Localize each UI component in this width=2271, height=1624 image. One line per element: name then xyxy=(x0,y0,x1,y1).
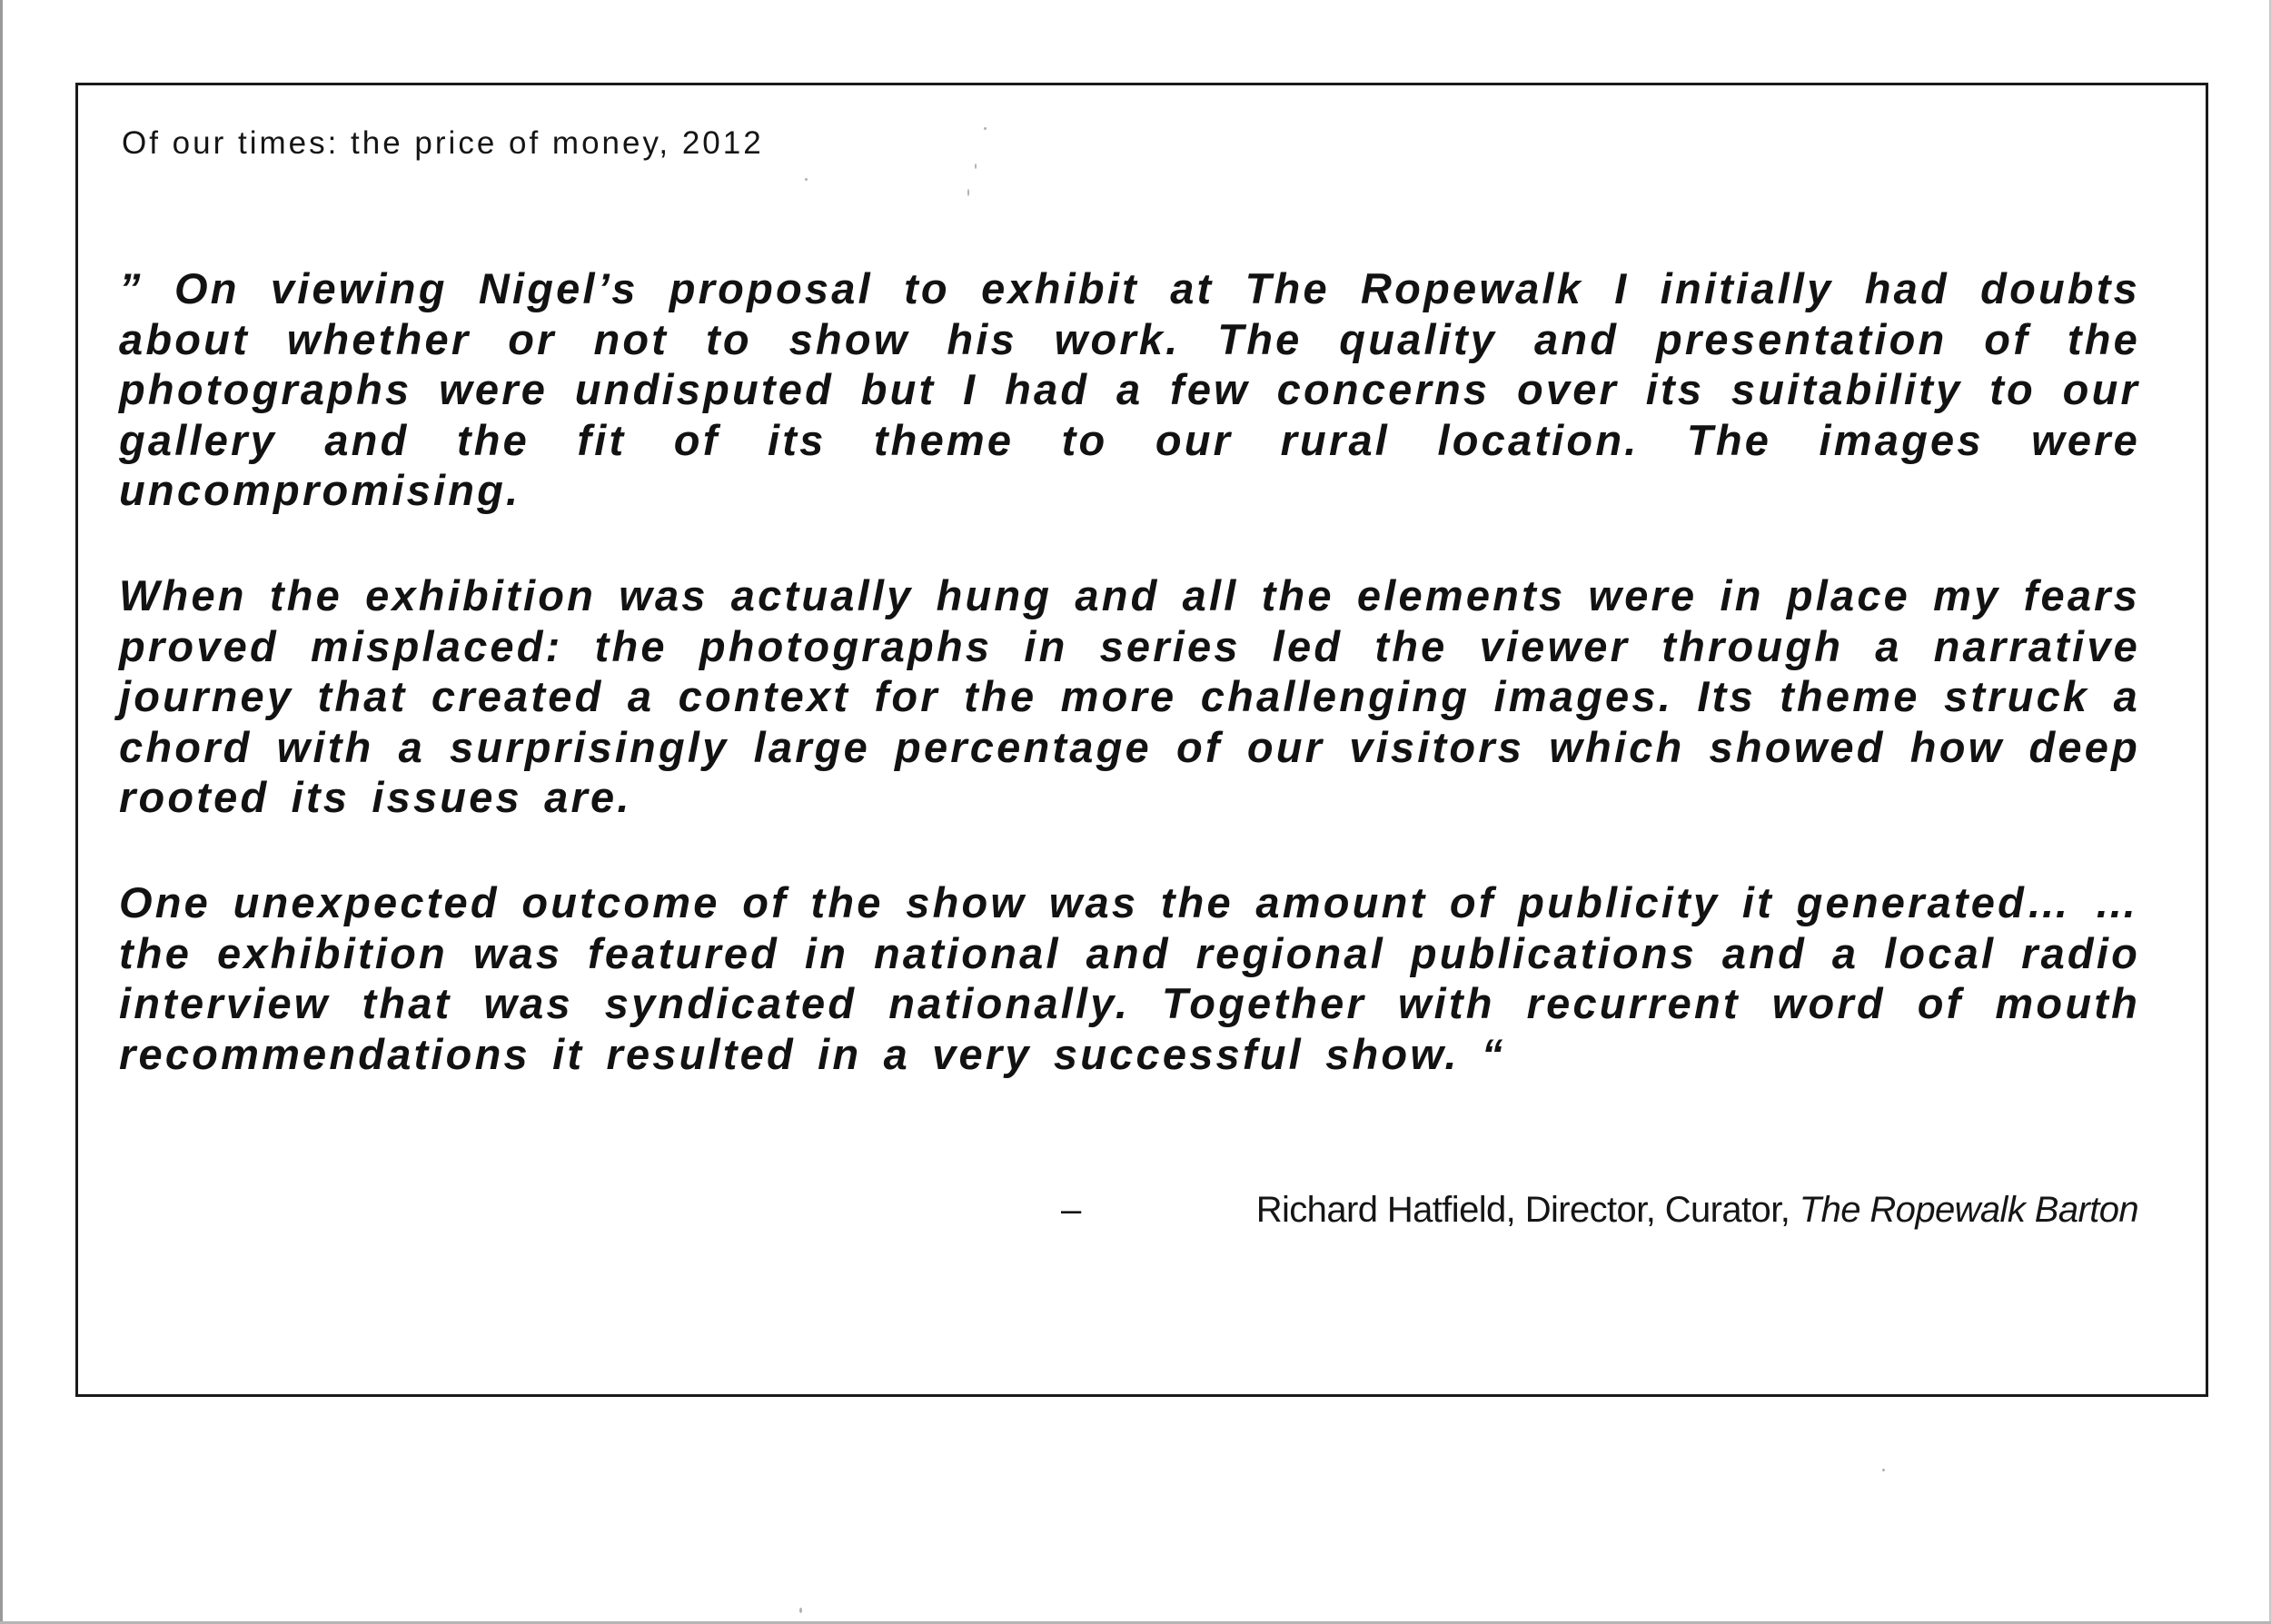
quote-paragraph-1: ” On viewing Nigel’s proposal to exhibit at The Ropewalk I initially had doubts about whether or not to show his work. The quality and presentation of the photographs were undisputed but I had a few concerns over its suitability to our gallery and the fit of its theme to our rural location. The images were uncompromising. xyxy=(119,264,2140,514)
quote-paragraph-3: One unexpected outcome of the show was the amount of publicity it generated… …the exhibition was featured in national and regional publications and a local radio interview that was syndicated nationally. Together with recurrent word of mouth recommendations it resulted in a very successful show. “ xyxy=(119,878,2140,1078)
scan-speck xyxy=(799,1608,802,1613)
attribution-name-role: Richard Hatfield, Director, Curator, xyxy=(1255,1190,1800,1230)
scan-edge-left xyxy=(0,0,3,1624)
scan-speck xyxy=(1882,1469,1885,1471)
artwork-caption: Of our times: the price of money, 2012 xyxy=(122,125,764,161)
attribution-organisation: The Ropewalk Barton xyxy=(1799,1190,2138,1230)
attribution xyxy=(1256,1190,2138,1231)
scan-speck xyxy=(975,163,977,169)
attribution-dash: – xyxy=(1061,1190,1082,1230)
scan-speck xyxy=(984,127,987,130)
quote-paragraph-2: When the exhibition was actually hung and all the elements were in place my fears proved misplaced: the photographs in series led the viewer through a narrative journey that created a context for the more challenging images. Its theme struck a chord with a surprisingly large percentage of our visitors which showed how deep rooted its issues are. xyxy=(119,571,2140,821)
scan-speck xyxy=(967,189,969,196)
scan-speck xyxy=(805,178,808,181)
